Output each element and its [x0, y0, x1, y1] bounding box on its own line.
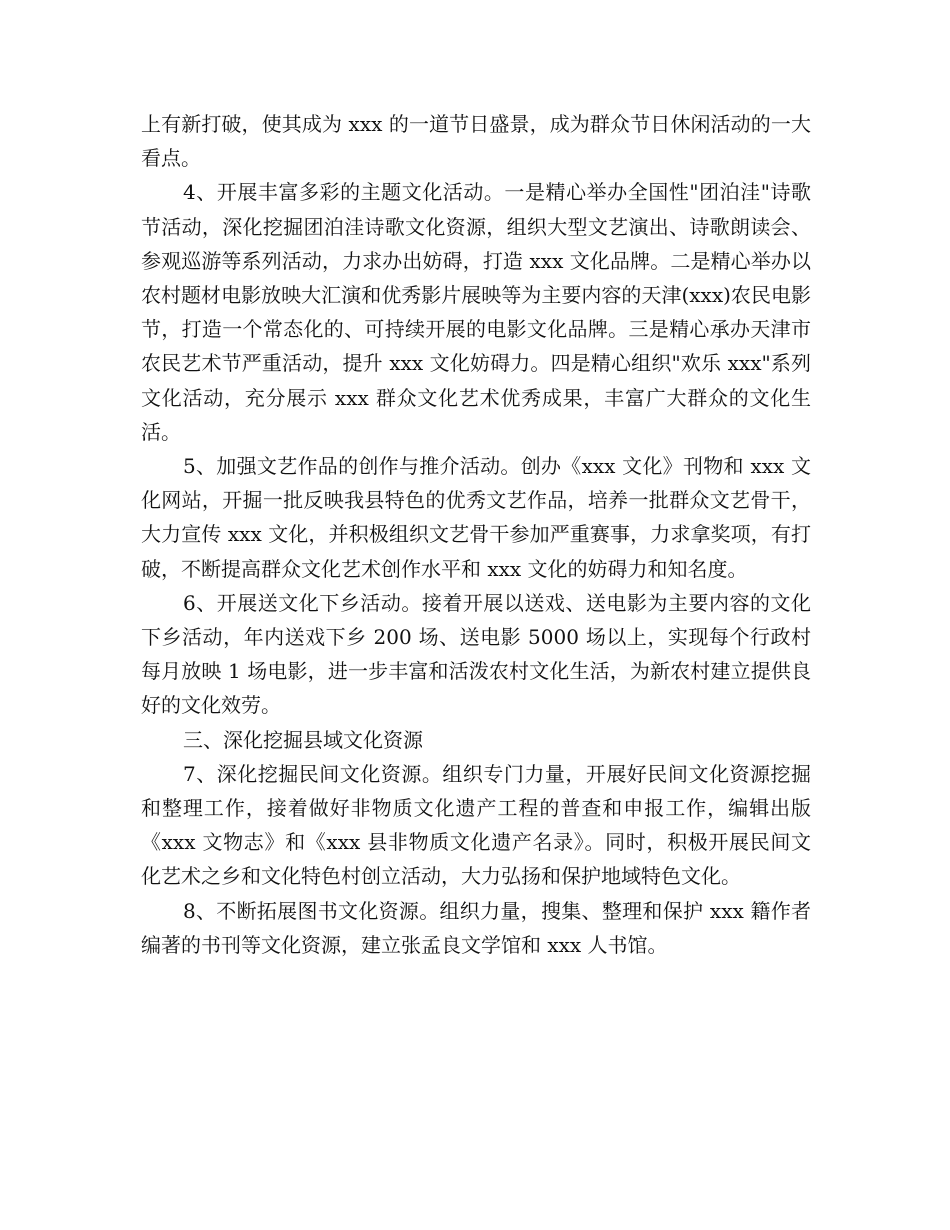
paragraph-item-8: 8、不断拓展图书文化资源。组织力量，搜集、整理和保护 xxx 籍作者编著的书刊等文化资源，建立张孟良文学馆和 xxx 人书馆。 — [141, 898, 811, 957]
paragraph-item-4: 4、开展丰富多彩的主题文化活动。一是精心举办全国性"团泊洼"诗歌节活动，深化挖掘团泊洼诗歌文化资源，组织大型文艺演出、诗歌朗读会、参观巡游等系列活动，力求办出妨碍，打造 xxx 文化品牌。二是精心举办以农村题材电影放映大汇演和优秀影片展映等为主要内容的天津(xxx)农民电影节，打造一个常态化的、可持续开展的电影文化品牌。三是精心承办天津市农民艺术节严重活动，提升 xxx 文化妨碍力。四是精心组织"欢乐 xxx"系列文化活动，充分展示 xxx 群众文化艺术优秀成果，丰富广大群众的文化生活。 — [141, 180, 811, 444]
paragraph-item-7: 7、深化挖掘民间文化资源。组织专门力量，开展好民间文化资源挖掘和整理工作，接着做好非物质文化遗产工程的普查和申报工作，编辑出版《xxx 文物志》和《xxx 县非物质文化遗产名录》。同时，积极开展民间文化艺术之乡和文化特色村创立活动，大力弘扬和保护地域特色文化。 — [141, 761, 811, 889]
paragraph-continuation: 上有新打破，使其成为 xxx 的一道节日盛景，成为群众节日休闲活动的一大看点。 — [141, 112, 811, 171]
document-body — [141, 107, 811, 962]
paragraph-item-5: 5、加强文艺作品的创作与推介活动。创办《xxx 文化》刊物和 xxx 文化网站，开掘一批反映我县特色的优秀文艺作品，培养一批群众文艺骨干，大力宣传 xxx 文化，并积极组织文艺骨干参加严重赛事，力求拿奖项，有打破，不断提高群众文化艺术创作水平和 xxx 文化的妨碍力和知名度。 — [141, 454, 811, 581]
paragraph-item-6: 6、开展送文化下乡活动。接着开展以送戏、送电影为主要内容的文化下乡活动，年内送戏下乡 200 场、送电影 5000 场以上，实现每个行政村每月放映 1 场电影，进一步丰富和活泼农村文化生活，为新农村建立提供良好的文化效劳。 — [141, 590, 811, 718]
section-heading-3: 三、深化挖掘县域文化资源 — [183, 727, 423, 752]
